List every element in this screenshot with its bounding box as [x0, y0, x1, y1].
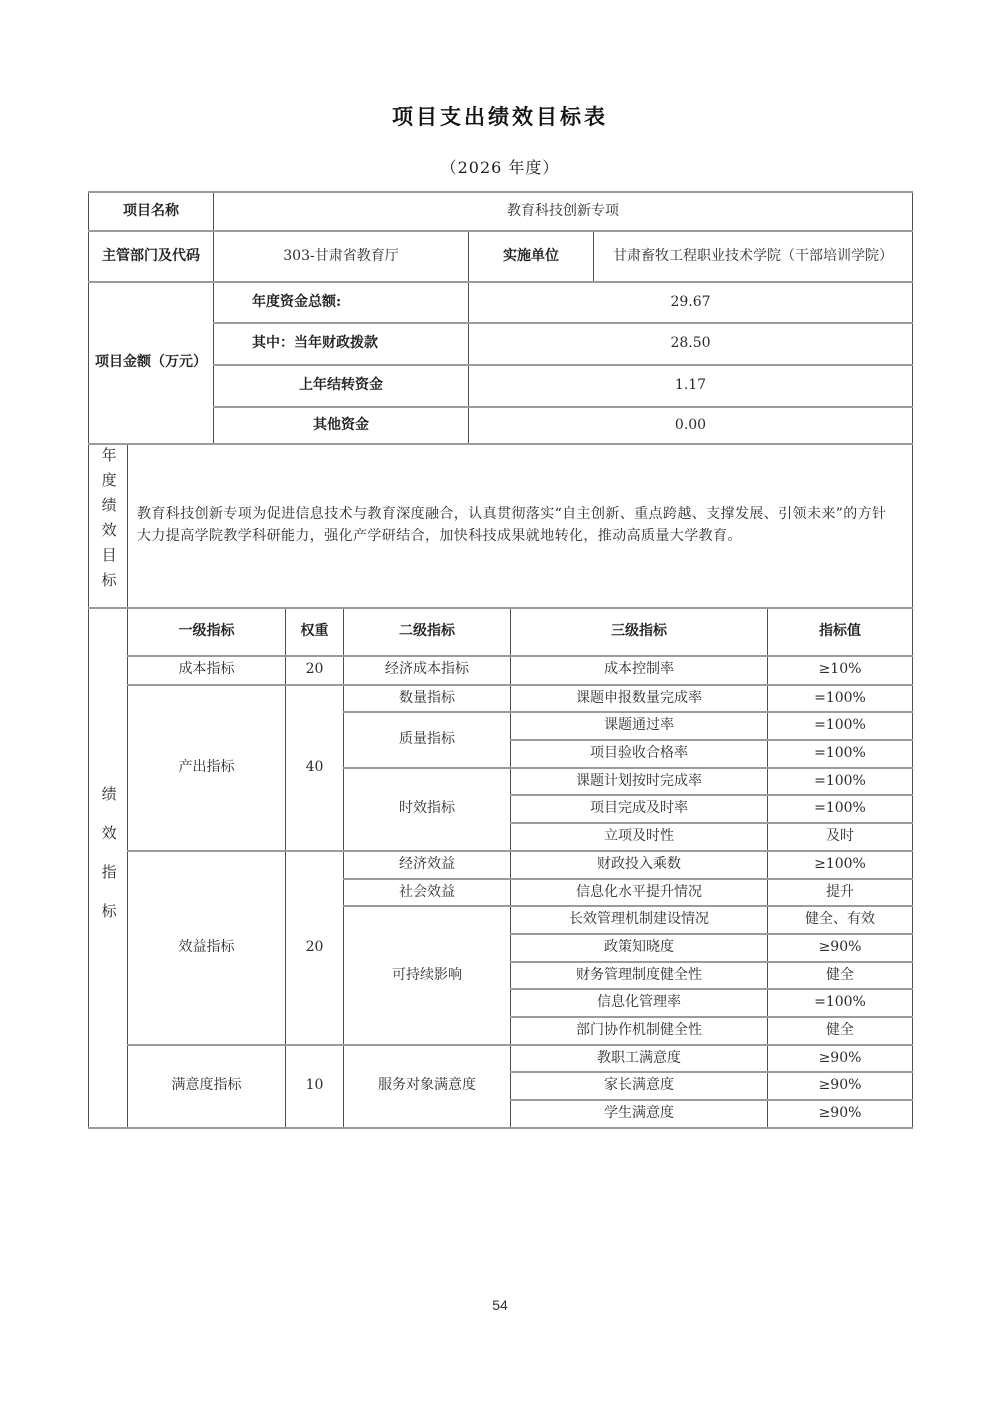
dept-code-value: 303-甘肃省教育厅	[214, 231, 469, 282]
l3-cell: 信息化管理率	[511, 989, 768, 1017]
amount-row-label: 年度资金总额:	[214, 282, 469, 323]
value-cell: ≥90%	[768, 1045, 913, 1073]
value-cell: ≥90%	[768, 1072, 913, 1100]
l2-cell: 经济成本指标	[344, 656, 511, 685]
amount-row-value: 0.00	[469, 407, 913, 444]
l3-cell: 立项及时性	[511, 823, 768, 851]
indicators-vertical-label: 绩效指标	[99, 785, 118, 942]
l2-cell: 服务对象满意度	[344, 1045, 511, 1128]
table-row	[89, 685, 913, 713]
header-level2: 二级指标	[344, 608, 511, 656]
weight-cell: 40	[286, 685, 344, 851]
value-cell: =100%	[768, 795, 913, 823]
l2-cell: 时效指标	[344, 768, 511, 851]
impl-unit-value: 甘肃畜牧工程职业技术学院（干部培训学院）	[594, 231, 913, 282]
dept-code-label: 主管部门及代码	[89, 231, 214, 282]
l3-cell: 家长满意度	[511, 1072, 768, 1100]
value-cell: 提升	[768, 879, 913, 907]
value-cell: ≥100%	[768, 851, 913, 879]
header-value: 指标值	[768, 608, 913, 656]
annual-goal-vertical-label-cell	[89, 444, 128, 608]
table-row	[89, 192, 913, 231]
amount-row-label: 上年结转资金	[214, 365, 469, 407]
project-info-table	[88, 191, 913, 445]
amount-row-value: 28.50	[469, 323, 913, 365]
l2-cell: 质量指标	[344, 712, 511, 767]
indicators-vertical-label-cell	[89, 608, 128, 1128]
l3-cell: 学生满意度	[511, 1100, 768, 1128]
header-level1: 一级指标	[128, 608, 286, 656]
l3-cell: 长效管理机制建设情况	[511, 906, 768, 934]
amount-row-value: 29.67	[469, 282, 913, 323]
l2-cell: 数量指标	[344, 685, 511, 713]
amount-row-label: 其中：当年财政拨款	[214, 323, 469, 365]
document-content	[88, 0, 912, 1313]
l3-cell: 课题计划按时完成率	[511, 768, 768, 796]
l3-cell: 信息化水平提升情况	[511, 879, 768, 907]
amount-row-label: 其他资金	[214, 407, 469, 444]
value-cell: =100%	[768, 712, 913, 740]
value-cell: ≥10%	[768, 656, 913, 685]
table-row	[89, 1045, 913, 1073]
table-row	[89, 656, 913, 685]
weight-cell: 20	[286, 656, 344, 685]
page-number: 54	[492, 1296, 508, 1313]
indicator-header-row	[89, 608, 913, 656]
l3-cell: 课题通过率	[511, 712, 768, 740]
value-cell: 健全	[768, 962, 913, 990]
value-cell: ≥90%	[768, 934, 913, 962]
l1-cell: 产出指标	[128, 685, 286, 851]
value-cell: =100%	[768, 685, 913, 713]
annual-goal-row	[89, 444, 913, 608]
weight-cell: 20	[286, 851, 344, 1045]
performance-table	[88, 443, 913, 1129]
project-name-value: 教育科技创新专项	[214, 192, 913, 231]
impl-unit-label: 实施单位	[469, 231, 594, 282]
value-cell: ≥90%	[768, 1100, 913, 1128]
l3-cell: 项目验收合格率	[511, 740, 768, 768]
l3-cell: 成本控制率	[511, 656, 768, 685]
value-cell: =100%	[768, 740, 913, 768]
table-row	[89, 231, 913, 282]
page-title: 项目支出绩效目标表	[392, 104, 608, 129]
header-weight: 权重	[286, 608, 344, 656]
l3-cell: 财政投入乘数	[511, 851, 768, 879]
annual-goal-text: 教育科技创新专项为促进信息技术与教育深度融合，认真贯彻落实“自主创新、重点跨越、支撑发展、引领未来”的方针大力提高学院教学科研能力，强化产学研结合，加快科技成果就地转化，推动高质量大学教育。	[128, 444, 913, 608]
table-row	[89, 851, 913, 879]
header-level3: 三级指标	[511, 608, 768, 656]
amount-row-value: 1.17	[469, 365, 913, 407]
amount-label: 项目金额（万元）	[89, 282, 214, 444]
l1-cell: 成本指标	[128, 656, 286, 685]
l3-cell: 课题申报数量完成率	[511, 685, 768, 713]
annual-goal-vertical-label: 年度绩效目标	[99, 447, 118, 597]
value-cell: =100%	[768, 768, 913, 796]
l2-cell: 社会效益	[344, 879, 511, 907]
table-row	[89, 282, 913, 323]
value-cell: 健全、有效	[768, 906, 913, 934]
l3-cell: 教职工满意度	[511, 1045, 768, 1073]
weight-cell: 10	[286, 1045, 344, 1128]
l2-cell: 经济效益	[344, 851, 511, 879]
l3-cell: 政策知晓度	[511, 934, 768, 962]
value-cell: 及时	[768, 823, 913, 851]
l3-cell: 项目完成及时率	[511, 795, 768, 823]
l3-cell: 财务管理制度健全性	[511, 962, 768, 990]
value-cell: 健全	[768, 1017, 913, 1045]
page-subtitle: （2026 年度）	[440, 158, 560, 177]
value-cell: =100%	[768, 989, 913, 1017]
l2-cell: 可持续影响	[344, 906, 511, 1044]
project-name-label: 项目名称	[89, 192, 214, 231]
l3-cell: 部门协作机制健全性	[511, 1017, 768, 1045]
l1-cell: 满意度指标	[128, 1045, 286, 1128]
l1-cell: 效益指标	[128, 851, 286, 1045]
